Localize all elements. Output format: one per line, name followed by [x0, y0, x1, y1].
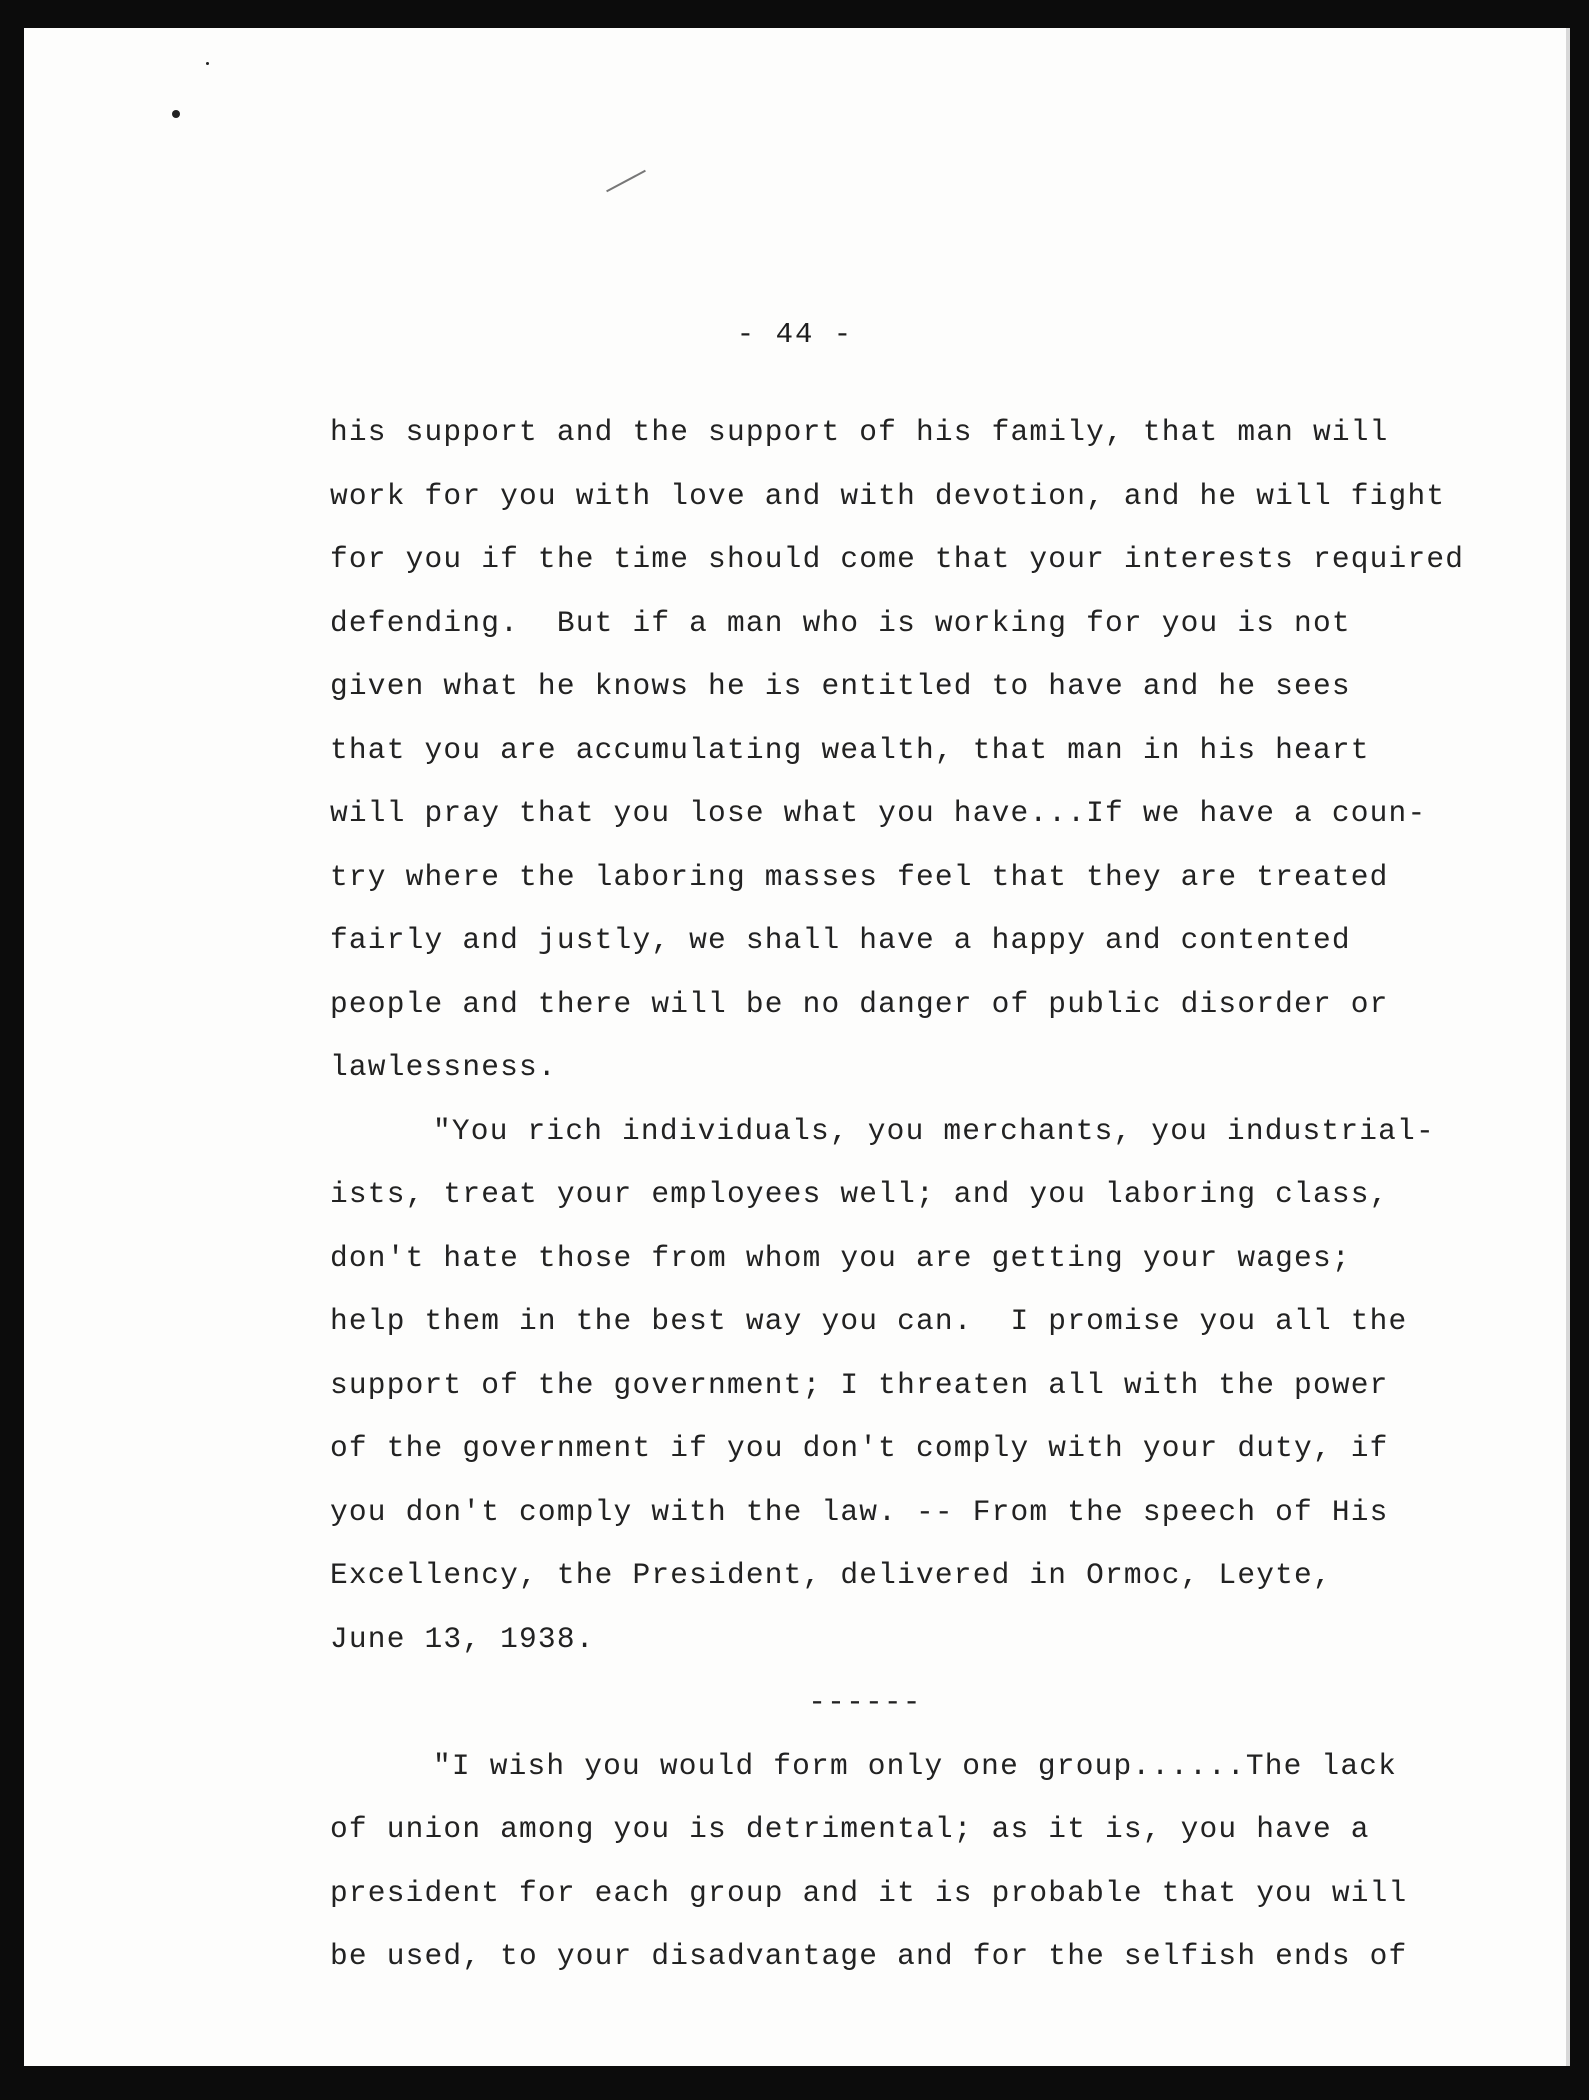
paragraph-first-line: "You rich individuals, you merchants, you industrial-: [433, 1113, 1435, 1148]
text-line: for you if the time should come that your interests required: [330, 542, 1465, 576]
page-number: - 44 -: [736, 318, 854, 351]
text-line: will pray that you lose what you have...If we have a coun-: [330, 796, 1427, 830]
text-line: be used, to your disadvantage and for the selfish ends of: [330, 1939, 1408, 1973]
pencil-mark: [606, 170, 646, 192]
text-line: ists, treat your employees well; and you laboring class,: [330, 1177, 1389, 1211]
text-line: support of the government; I threaten all with the power: [330, 1367, 1389, 1402]
paragraph-first-line: "I wish you would form only one group......The lack: [433, 1748, 1398, 1783]
text-line: that you are accumulating wealth, that man in his heart: [330, 732, 1370, 767]
text-line: June 13, 1938.: [330, 1621, 595, 1656]
text-line: people and there will be no danger of public disorder or: [330, 986, 1389, 1021]
ink-speck: [172, 110, 180, 118]
text-line: try where the laboring masses feel that they are treated: [330, 859, 1389, 894]
text-line: don't hate those from whom you are getting your wages;: [330, 1240, 1351, 1275]
text-line: given what he knows he is entitled to have and he sees: [330, 669, 1351, 703]
text-line: you don't comply with the law. -- From the speech of His: [330, 1494, 1389, 1529]
text-line: of the government if you don't comply with your duty, if: [330, 1431, 1389, 1465]
text-line: his support and the support of his family, that man will: [330, 415, 1389, 449]
document-page: [24, 28, 1570, 2066]
body-text: [330, 412, 1510, 2000]
text-line: work for you with love and with devotion, and he will fight: [330, 478, 1446, 513]
section-divider: ------: [808, 1685, 922, 1719]
text-line: defending. But if a man who is working for you is not: [330, 605, 1351, 640]
ink-speck: [206, 62, 209, 65]
text-line: Excellency, the President, delivered in Ormoc, Leyte,: [330, 1558, 1332, 1592]
text-line: fairly and justly, we shall have a happy and contented: [330, 923, 1351, 957]
text-line: of union among you is detrimental; as it is, you have a: [330, 1812, 1370, 1846]
text-line: president for each group and it is probable that you will: [330, 1875, 1408, 1910]
text-line: lawlessness.: [330, 1050, 557, 1084]
text-line: help them in the best way you can. I promise you all the: [330, 1304, 1408, 1338]
